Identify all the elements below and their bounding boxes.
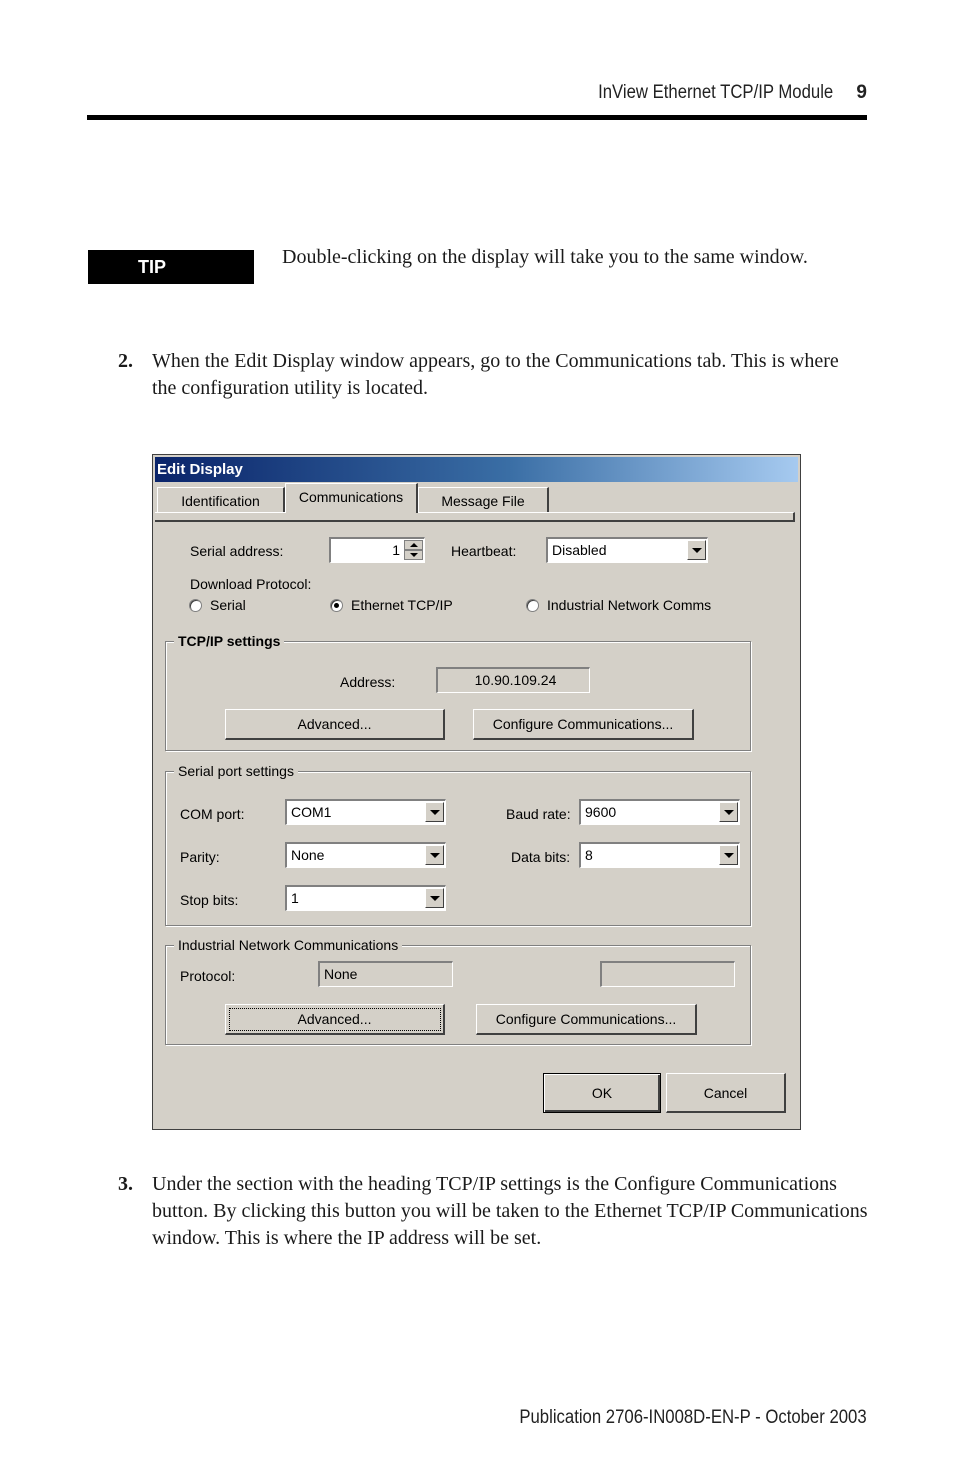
serial-group-title: Serial port settings: [174, 763, 298, 779]
heartbeat-value: Disabled: [552, 542, 607, 558]
tip-text: Double-clicking on the display will take you to the same window.: [282, 246, 808, 268]
protocol-label: Protocol:: [180, 968, 236, 984]
baud-rate-value: 9600: [585, 804, 617, 820]
protocol-field[interactable]: [318, 961, 453, 987]
tip-label: TIP: [88, 250, 254, 284]
step-number: 3.: [118, 1173, 133, 1195]
chevron-down-icon[interactable]: [425, 802, 444, 822]
cancel-button[interactable]: Cancel: [666, 1073, 786, 1113]
address-label: Address:: [340, 674, 396, 690]
radio-serial[interactable]: [189, 599, 202, 612]
download-protocol-label: Download Protocol:: [190, 576, 312, 592]
edit-display-dialog: [152, 454, 801, 1130]
step-3: [118, 1171, 868, 1252]
tcp-configure-communications-button[interactable]: Configure Communications...: [473, 709, 694, 740]
heartbeat-label: Heartbeat:: [451, 543, 517, 559]
tcp-advanced-button[interactable]: Advanced...: [225, 709, 445, 740]
step-text: When the Edit Display window appears, go to the Communications tab. This is where the configuration utility is located.: [152, 350, 839, 399]
com-port-value: COM1: [291, 804, 332, 820]
chevron-down-icon[interactable]: [719, 802, 738, 822]
protocol-extra-field[interactable]: [600, 961, 735, 987]
ind-configure-communications-button[interactable]: Configure Communications...: [476, 1004, 697, 1035]
radio-industrial-label: Industrial Network Comms: [547, 597, 712, 613]
tab-communications[interactable]: Communications: [285, 483, 418, 513]
radio-serial-label: Serial: [210, 597, 246, 613]
chevron-down-icon[interactable]: [687, 540, 706, 560]
tcpip-settings-group: [165, 633, 751, 751]
parity-label: Parity:: [180, 849, 220, 865]
tab-panel-edge: [155, 512, 795, 522]
com-port-label: COM port:: [180, 806, 245, 822]
dialog-title: Edit Display: [155, 457, 798, 482]
running-header: InView Ethernet TCP/IP Module: [597, 82, 833, 103]
serial-address-value: 1: [392, 542, 400, 558]
industrial-network-group: [165, 937, 751, 1045]
step-text: Under the section with the heading TCP/IP settings is the Configure Communications button. By clicking this button you will be taken to the Ethernet TCP/IP Communications window. This is where the IP address will be set.: [152, 1173, 868, 1249]
stop-bits-select[interactable]: [285, 885, 446, 911]
stop-bits-label: Stop bits:: [180, 892, 239, 908]
chevron-down-icon[interactable]: [425, 845, 444, 865]
chevron-down-icon[interactable]: [425, 888, 444, 908]
publication-footer: Publication 2706-IN008D-EN-P - October 2003: [519, 1407, 867, 1428]
step-2: [118, 348, 868, 402]
address-value: 10.90.109.24: [474, 672, 557, 688]
chevron-down-icon[interactable]: [719, 845, 738, 865]
baud-rate-select[interactable]: [579, 799, 740, 825]
heartbeat-select[interactable]: [546, 537, 708, 563]
address-field[interactable]: [436, 667, 590, 693]
step-number: 2.: [118, 350, 133, 372]
tab-identification[interactable]: Identification: [157, 487, 285, 513]
protocol-value: None: [324, 966, 358, 982]
ind-advanced-button[interactable]: Advanced...: [225, 1004, 445, 1035]
data-bits-label: Data bits:: [511, 849, 571, 865]
tab-message-file[interactable]: Message File: [418, 487, 549, 513]
radio-ethernet[interactable]: [330, 599, 343, 612]
serial-address-spinner[interactable]: [329, 537, 425, 563]
radio-industrial[interactable]: [526, 599, 539, 612]
serial-port-group: [165, 763, 751, 926]
header-rule: [87, 115, 867, 120]
spinner-arrows-icon[interactable]: [404, 540, 423, 561]
data-bits-select[interactable]: [579, 842, 740, 868]
parity-select[interactable]: [285, 842, 446, 868]
stop-bits-value: 1: [291, 890, 299, 906]
tcpip-group-title: TCP/IP settings: [174, 633, 284, 649]
serial-address-label: Serial address:: [190, 543, 284, 559]
parity-value: None: [291, 847, 325, 863]
radio-ethernet-label: Ethernet TCP/IP: [351, 597, 453, 613]
baud-rate-label: Baud rate:: [506, 806, 571, 822]
ok-button[interactable]: OK: [543, 1073, 661, 1113]
industrial-group-title: Industrial Network Communications: [174, 937, 402, 953]
page-number: 9: [856, 82, 867, 103]
com-port-select[interactable]: [285, 799, 446, 825]
data-bits-value: 8: [585, 847, 593, 863]
